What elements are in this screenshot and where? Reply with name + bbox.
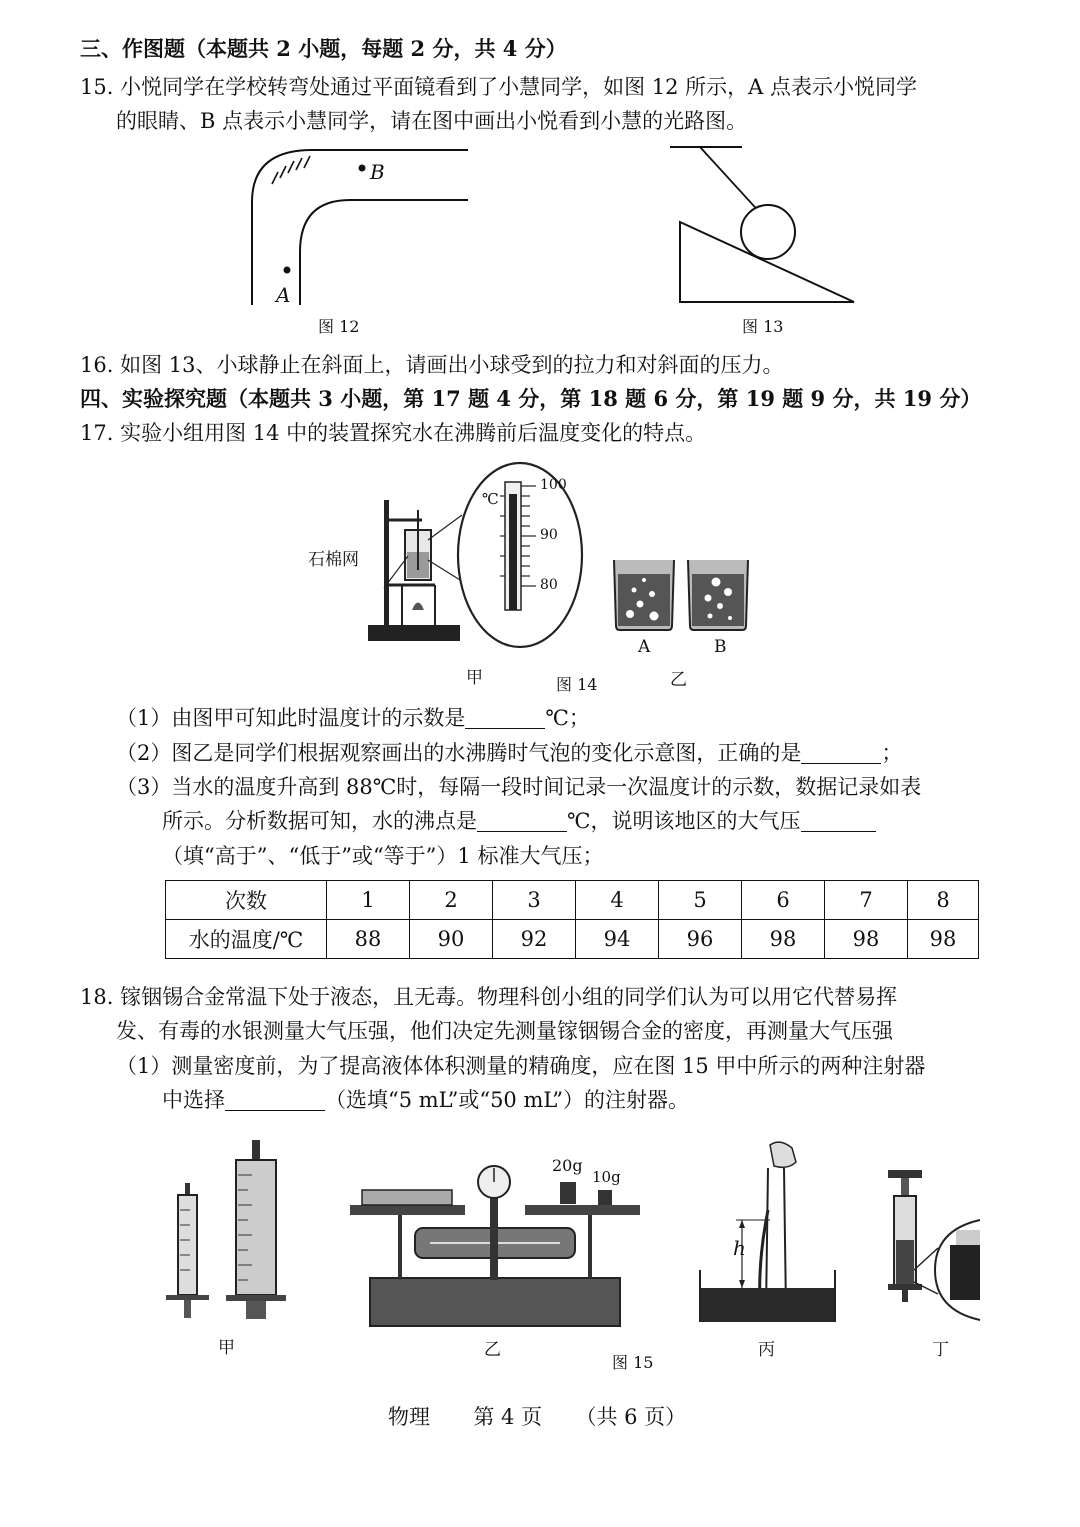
footer-total: （共 6 页） bbox=[575, 1405, 687, 1429]
q17-part-3-line-2 bbox=[162, 806, 876, 836]
q18-p1-text-a: 中选择 bbox=[162, 1088, 225, 1112]
table-cell: 8 bbox=[908, 881, 979, 920]
fig-15-sub-bing: 丙 bbox=[758, 1340, 775, 1360]
thermometer-unit: ℃ bbox=[482, 490, 499, 508]
q15-line-1: 15. 小悦同学在学校转弯处通过平面镜看到了小慧同学，如图 12 所示，A 点表示小悦同学 bbox=[80, 75, 917, 99]
figure-13 bbox=[670, 140, 860, 310]
q17-p2-end: ； bbox=[881, 741, 903, 765]
table-cell: 98 bbox=[742, 920, 825, 959]
q16-text: 16. 如图 13、小球静止在斜面上，请画出小球受到的拉力和对斜面的压力。 bbox=[80, 353, 784, 377]
table-row-counts bbox=[166, 881, 979, 920]
scale-80: 80 bbox=[540, 577, 558, 593]
table-cell: 3 bbox=[493, 881, 576, 920]
footer-page: 第 4 页 bbox=[473, 1405, 543, 1429]
q17-p3-text-a: 所示。分析数据可知，水的沸点是 bbox=[162, 809, 477, 833]
beaker-a bbox=[614, 560, 674, 630]
scale-100: 100 bbox=[540, 477, 567, 493]
syringe-large bbox=[226, 1140, 286, 1319]
mirror-hatch bbox=[272, 156, 310, 184]
table-cell: 5 bbox=[659, 881, 742, 920]
table-cell: 90 bbox=[410, 920, 493, 959]
q17-part-2 bbox=[116, 738, 902, 768]
figure-15-tube bbox=[700, 1140, 840, 1325]
q17-p1-text: （1）由图甲可知此时温度计的示数是 bbox=[116, 706, 466, 730]
fig-15-sub-ding: 丁 bbox=[932, 1340, 949, 1360]
asbestos-label: 石棉网 bbox=[308, 550, 359, 570]
scale-90: 90 bbox=[540, 527, 558, 543]
table-cell: 4 bbox=[576, 881, 659, 920]
table-head-count: 次数 bbox=[166, 881, 327, 920]
q18-line-1: 18. 镓铟锡合金常温下处于液态，且无毒。物理科创小组的同学们认为可以用它代替易挥 bbox=[80, 985, 898, 1009]
fig-15-sub-yi: 乙 bbox=[484, 1340, 501, 1360]
q18-part-1-line-1: （1）测量密度前，为了提高液体体积测量的精确度，应在图 15 甲中所示的两种注射器 bbox=[116, 1054, 926, 1078]
fig-14-caption: 图 14 bbox=[556, 675, 598, 694]
q18-p1-text-b: （选填“5 mL”或“50 mL”）的注射器。 bbox=[325, 1088, 690, 1112]
table-cell: 2 bbox=[410, 881, 493, 920]
temperature-table bbox=[165, 880, 979, 959]
q18-line-2: 发、有毒的水银测量大气压强，他们决定先测量镓铟锡合金的密度，再测量大气压强 bbox=[116, 1019, 893, 1043]
section-4-title: 四、实验探究题（本题共 3 小题，第 17 题 4 分，第 18 题 6 分，第 19 题 9 分，共 19 分） bbox=[80, 386, 982, 411]
q17-part-1 bbox=[116, 703, 590, 733]
table-cell: 7 bbox=[825, 881, 908, 920]
q17-part-3-line-3: （填“高于”、“低于”或“等于”）1 标准大气压； bbox=[162, 844, 604, 868]
footer-subject: 物理 bbox=[388, 1405, 430, 1429]
table-cell: 94 bbox=[576, 920, 659, 959]
point-b-dot bbox=[359, 165, 366, 172]
figure-15-syringes bbox=[160, 1135, 280, 1325]
fig-12-caption: 图 12 bbox=[318, 317, 360, 336]
table-cell: 98 bbox=[908, 920, 979, 959]
weight-20g: 20g bbox=[552, 1156, 583, 1175]
fig-15-caption: 图 15 bbox=[612, 1353, 654, 1372]
table-cell: 98 bbox=[825, 920, 908, 959]
beaker-b bbox=[688, 560, 748, 630]
table-cell: 88 bbox=[327, 920, 410, 959]
figure-12 bbox=[240, 140, 470, 310]
label-a: A bbox=[276, 283, 291, 307]
q17-intro: 17. 实验小组用图 14 中的装置探究水在沸腾前后温度变化的特点。 bbox=[80, 421, 707, 445]
table-cell: 96 bbox=[659, 920, 742, 959]
answer-blank-4[interactable] bbox=[801, 809, 876, 832]
q17-p2-text: （2）图乙是同学们根据观察画出的水沸腾时气泡的变化示意图，正确的是 bbox=[116, 741, 802, 765]
weight-10g: 10g bbox=[592, 1168, 621, 1186]
syringe-small bbox=[166, 1183, 209, 1318]
figure-15-syringe-inset bbox=[880, 1170, 980, 1310]
table-cell: 92 bbox=[493, 920, 576, 959]
label-h: h bbox=[733, 1236, 746, 1260]
table-head-temp: 水的温度/℃ bbox=[166, 920, 327, 959]
table-cell: 1 bbox=[327, 881, 410, 920]
q17-p1-unit: ℃； bbox=[545, 706, 590, 730]
q18-part-1-line-2 bbox=[162, 1085, 689, 1115]
footer bbox=[388, 1402, 686, 1432]
answer-blank-1[interactable] bbox=[465, 706, 545, 729]
q15-line-2: 的眼睛、B 点表示小慧同学，请在图中画出小悦看到小慧的光路图。 bbox=[116, 109, 748, 133]
table-row-temps bbox=[166, 920, 979, 959]
fig-13-caption: 图 13 bbox=[742, 317, 784, 336]
answer-blank-2[interactable] bbox=[801, 741, 881, 764]
figure-14-beakers bbox=[612, 558, 752, 638]
fig-15-sub-jia: 甲 bbox=[218, 1338, 235, 1358]
fig-14-sub-yi: 乙 bbox=[670, 670, 687, 690]
q17-p3-text-b: ℃，说明该地区的大气压 bbox=[567, 809, 801, 833]
label-b: B bbox=[370, 160, 385, 184]
table-cell: 6 bbox=[742, 881, 825, 920]
answer-blank-3[interactable] bbox=[477, 809, 567, 832]
q17-part-3-line-1: （3）当水的温度升高到 88℃时，每隔一段时间记录一次温度计的示数，数据记录如表 bbox=[116, 775, 922, 799]
answer-blank-5[interactable] bbox=[225, 1088, 325, 1111]
section-3-title: 三、作图题（本题共 2 小题，每题 2 分，共 4 分） bbox=[80, 36, 567, 61]
beaker-b-label: B bbox=[714, 637, 727, 657]
beaker-a-label: A bbox=[638, 637, 651, 657]
fig-14-sub-jia: 甲 bbox=[466, 668, 483, 688]
ball bbox=[741, 205, 795, 259]
point-a-dot bbox=[284, 267, 291, 274]
